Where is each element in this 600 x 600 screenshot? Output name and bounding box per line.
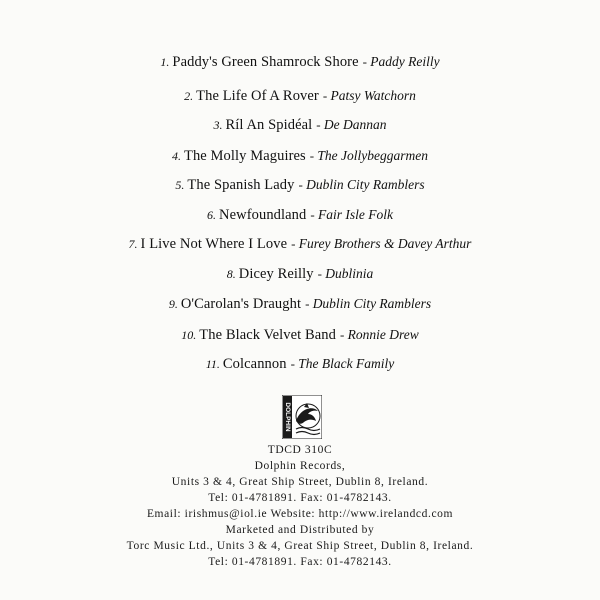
track-number: 8. — [226, 267, 239, 281]
track-artist: Dublin City Ramblers — [306, 177, 425, 192]
track-title: O'Carolan's Draught — [180, 296, 302, 312]
track-title: Ríl An Spidéal — [225, 117, 313, 133]
track-row — [0, 146, 600, 166]
track-separator: - — [362, 54, 371, 69]
track-row — [0, 325, 600, 345]
track-separator: - — [298, 177, 307, 192]
track-number: 6. — [207, 208, 220, 222]
track-title: Paddy's Green Shamrock Shore — [172, 54, 359, 70]
track-number: 11. — [205, 357, 223, 371]
track-row — [0, 205, 600, 225]
track-title: I Live Not Where I Love — [140, 236, 288, 252]
track-separator: - — [340, 327, 348, 342]
track-artist: Fair Isle Folk — [317, 207, 393, 222]
track-separator: - — [316, 117, 324, 132]
track-row — [0, 294, 600, 314]
track-artist: Furey Brothers & Davey Arthur — [298, 236, 472, 251]
logo-text: DOLPHIN — [283, 402, 291, 432]
track-row — [0, 354, 600, 374]
track-artist: The Jollybeggarmen — [317, 148, 428, 163]
track-artist: De Dannan — [323, 117, 387, 132]
track-title: Colcannon — [222, 356, 287, 372]
track-title: The Molly Maguires — [183, 148, 306, 164]
company-address: Units 3 & 4, Great Ship Street, Dublin 8, Ireland. — [171, 476, 429, 488]
track-artist: The Black Family — [298, 356, 395, 371]
track-artist: Dublinia — [325, 266, 374, 281]
track-separator: - — [290, 356, 299, 371]
company-phone-fax: Tel: 01-4781891. Fax: 01-4782143. — [208, 492, 392, 504]
track-title: The Black Velvet Band — [199, 327, 336, 343]
catalog-number: TDCD 310C — [267, 444, 333, 456]
company-email-website: Email: irishmus@iol.ie Website: http://www.irelandcd.com — [146, 508, 454, 520]
track-number: 4. — [171, 149, 184, 163]
track-artist: Dublin City Ramblers — [312, 296, 432, 311]
marketed-by-text: Marketed and Distributed by — [225, 524, 375, 536]
track-title: Newfoundland — [219, 207, 307, 223]
track-separator: - — [309, 148, 318, 163]
track-artist: Ronnie Drew — [347, 327, 419, 342]
distributor-phone-fax: Tel: 01-4781891. Fax: 01-4782143. — [208, 556, 392, 568]
track-number: 2. — [184, 89, 197, 103]
track-separator: - — [317, 266, 326, 281]
distributor-address: Torc Music Ltd., Units 3 & 4, Great Ship Street, Dublin 8, Ireland. — [126, 540, 474, 552]
track-number: 3. — [213, 118, 226, 132]
track-artist: Paddy Reilly — [370, 54, 440, 69]
track-separator: - — [322, 88, 331, 103]
track-number: 9. — [168, 297, 181, 311]
track-number: 10. — [181, 328, 200, 342]
track-title: The Spanish Lady — [187, 177, 295, 193]
track-row — [0, 115, 600, 135]
track-separator: - — [291, 236, 299, 251]
track-row — [0, 264, 600, 284]
track-row — [0, 175, 600, 195]
track-separator: - — [305, 296, 313, 311]
track-row — [0, 86, 600, 106]
track-title: The Life Of A Rover — [196, 88, 319, 104]
track-title: Dicey Reilly — [238, 266, 314, 282]
track-row — [0, 52, 600, 72]
track-number: 5. — [175, 178, 188, 192]
label-info — [0, 442, 600, 570]
track-artist: Patsy Watchorn — [330, 88, 416, 103]
track-number: 7. — [128, 237, 141, 251]
track-number: 1. — [160, 55, 173, 69]
record-company: Dolphin Records, — [254, 460, 346, 472]
track-row — [0, 234, 600, 254]
dolphin-logo-icon — [282, 395, 322, 439]
track-separator: - — [310, 207, 318, 222]
